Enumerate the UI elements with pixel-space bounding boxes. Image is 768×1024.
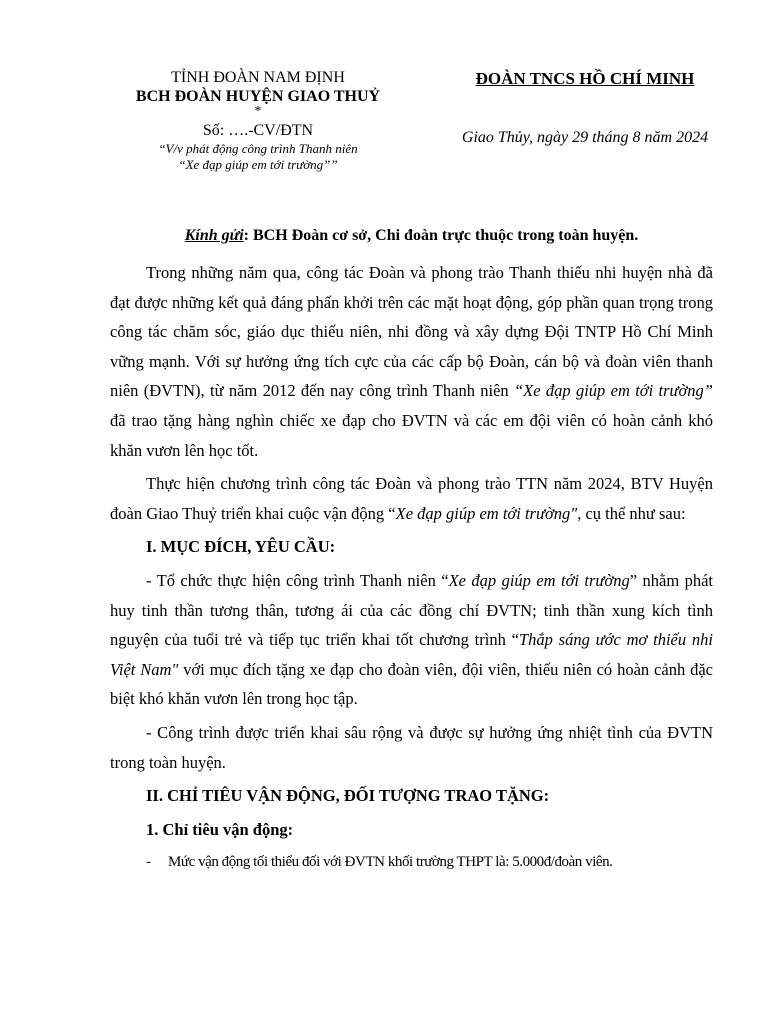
document-number: Số: ….-CV/ĐTN: [202, 122, 314, 139]
purpose-text-mid: ” nhằm phát huy tinh thần tương thân, tương ái của các đồng chí ĐVTN; tinh thần xung kích tình nguyện của tuổi trẻ và tiếp tục triển khai tốt chương trình “: [110, 570, 714, 650]
section-heading-targets: II. CHỈ TIÊU VẬN ĐỘNG, ĐỐI TƯỢNG TRAO TẶNG:: [146, 786, 550, 806]
campaign-name-quote: Xe đạp giúp em tới trường: [448, 570, 630, 590]
issuer-block: [108, 68, 408, 173]
recipient-text: BCH Đoàn cơ sở, Chi đoàn trực thuộc trong toàn huyện.: [248, 227, 639, 244]
paragraph-intro-text: Trong những năm qua, công tác Đoàn và phong trào Thanh thiếu nhi huyện nhà đã đạt được những kết quả đáng phấn khởi trên các mặt hoạt động, góp phần quan trọng trong công tác chăm sóc, giáo dục thiếu niên, nhi đồng và xây dựng Đội TNTP Hồ Chí Minh vững mạnh. Với sự hưởng ứng tích cực của các cấp bộ Đoàn, cán bộ và đoàn viên thanh niên (ĐVTN), từ năm 2012 đến nay công trình Thanh niên: [110, 263, 713, 401]
union-name: ĐOÀN TNCS HỒ CHÍ MINH: [475, 69, 695, 88]
paragraph-intro: [110, 258, 713, 465]
recipient-label: Kính gửi: [184, 227, 244, 244]
list-item: [110, 848, 713, 878]
recipient-line: [110, 226, 713, 246]
purpose-text-end: với mục đích tặng xe đạp cho đoàn viên, đội viên, thiếu niên có hoàn cảnh đặc biệt khó khăn vươn lên trong học tập.: [110, 659, 713, 709]
program-name-quote: Thắp sáng ước mơ thiếu nhi Việt Nam": [110, 630, 713, 679]
subject-line-2: “Xe đạp giúp em tới trường””: [178, 157, 338, 172]
separator-star: *: [254, 104, 262, 119]
campaign-name-quote: Xe đạp giúp em tới trường": [395, 503, 578, 523]
paragraph-implementation-text: Thực hiện chương trình công tác Đoàn và phong trào TTN năm 2024, BTV Huyện đoàn Giao Thuỷ triển khai cuộc vận động “: [110, 474, 713, 523]
bullet-dash: -: [146, 854, 151, 871]
place-date: Giao Thủy, ngày 29 tháng 8 năm 2024: [461, 129, 709, 146]
paragraph-intro-text-end: đã trao tặng hàng nghìn chiếc xe đạp cho ĐVTN và các em đội viên có hoàn cảnh khó khăn vươn lên học tốt.: [110, 410, 713, 460]
paragraph-implementation: [110, 469, 713, 528]
provincial-org-name: TỈNH ĐOÀN NAM ĐỊNH: [171, 69, 345, 86]
campaign-name-quote: “Xe đạp giúp em tới trường”: [514, 381, 713, 401]
paragraph-purpose-2: - Công trình được triển khai sâu rộng và được sự hưởng ứng nhiệt tình của ĐVTN trong toàn huyện.: [110, 722, 713, 772]
recipient-colon: :: [243, 227, 249, 244]
district-org-name: BCH ĐOÀN HUYỆN GIAO THUỶ: [135, 88, 381, 105]
union-block: [430, 68, 740, 148]
subsection-heading-quota: 1. Chỉ tiêu vận động:: [146, 819, 294, 839]
purpose-text: - Tổ chức thực hiện công trình Thanh niên “: [146, 570, 449, 590]
subject-line-1: “V/v phát động công trình Thanh niên: [158, 141, 358, 156]
paragraph-implementation-text-end: , cụ thể như sau:: [577, 503, 686, 523]
document-body: [110, 258, 713, 878]
paragraph-purpose-1: [110, 566, 713, 714]
list-item-text: Mức vận động tối thiểu đối với ĐVTN khối trường THPT là: 5.000đ/đoàn viên.: [168, 854, 613, 871]
section-heading-purpose: I. MỤC ĐÍCH, YÊU CẦU:: [146, 537, 336, 557]
